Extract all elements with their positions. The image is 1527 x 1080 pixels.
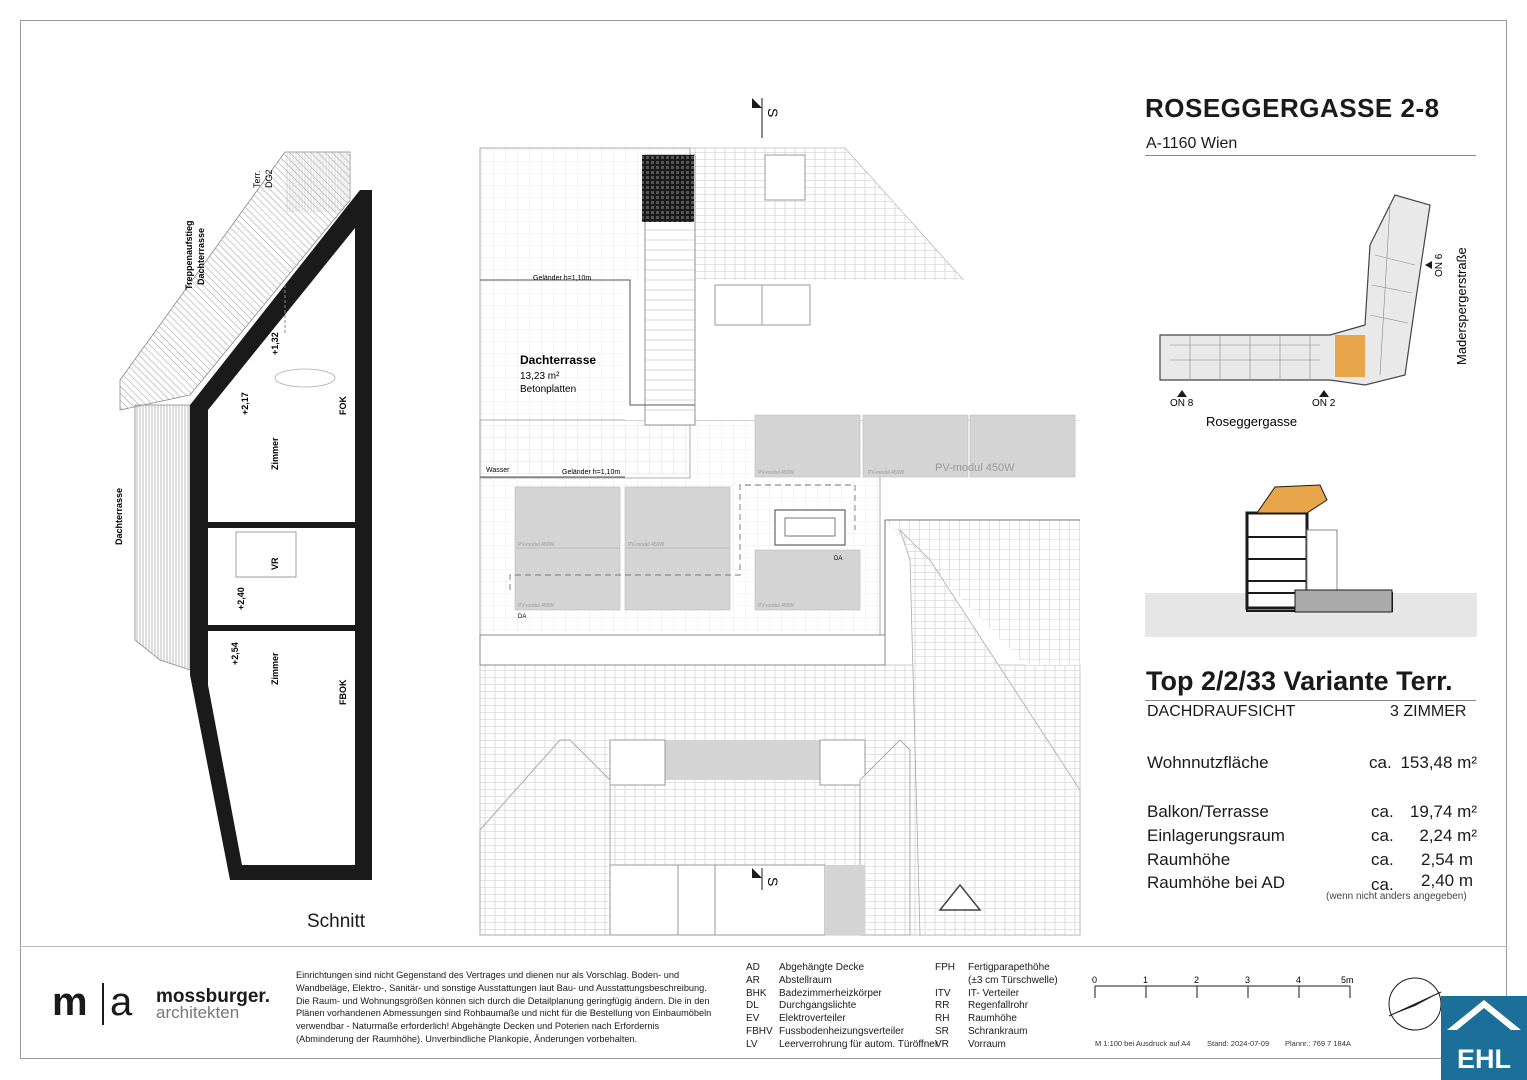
legend-right bbox=[935, 962, 1075, 1054]
da-label-1: DA bbox=[834, 556, 843, 562]
legend-item: DL Durchgangslichte bbox=[746, 1000, 857, 1012]
legend-item: FPH Fertigparapethöhe bbox=[935, 962, 1050, 973]
unit-view: DACHDRAUFSICHT bbox=[1147, 703, 1296, 720]
section-caption: Schnitt bbox=[307, 911, 366, 932]
area-value: 19,74 m² bbox=[1409, 802, 1477, 821]
fbok-label: FBOK bbox=[338, 679, 348, 705]
zimmer-bottom-label: Zimmer bbox=[270, 652, 280, 685]
water-label: Wasser bbox=[486, 467, 510, 474]
pv-small-label-5: PV-modul 450W bbox=[758, 603, 795, 609]
terrace-area: 13,23 m² bbox=[520, 371, 560, 382]
street-bottom: Roseggergasse bbox=[1206, 414, 1298, 429]
legend-item: AD Abgehängte Decke bbox=[746, 962, 865, 973]
pv-small-label-1: PV-modul 450W bbox=[518, 542, 555, 548]
da-label-2: DA bbox=[518, 614, 527, 620]
unit-rooms: 3 ZIMMER bbox=[1390, 703, 1467, 720]
area-value: 2,54 m bbox=[1421, 850, 1473, 869]
architect-sub: architekten bbox=[156, 1003, 240, 1022]
street-right: Maderspergerstraße bbox=[1454, 247, 1469, 365]
legend-item: RR Regenfallrohr bbox=[935, 1000, 1029, 1012]
area-label: Balkon/Terrasse bbox=[1147, 802, 1269, 821]
on6-label: ON 6 bbox=[1434, 253, 1445, 277]
area-label: Einlagerungsraum bbox=[1147, 826, 1285, 845]
disclaimer: Einrichtungen sind nicht Gegenstand des Vertrages und dienen nur als Vorschlag. Boden- und Wandbeläge, Elektro-, Sanitär- und sonstige Ausstattungen laut Bau- und Ausstattungsbeschreibung. Die Raum- und Wohnungsgrößen können sich durch die Detailplanung geringfügig ändern. Die in den Plänen vorhandenen Abmessungen sind Rohbaumaße und nicht für die Bestellung von Einbaumöbeln verwendbar - Naturmaße erforderlich! Abgehängte Decken und Poterien nach Erfordernis (Abminderung der Raumhöhe). Unverbindliche Plankopie, Änderungen vorbehalten. bbox=[296, 970, 712, 1044]
area-ca: ca. bbox=[1371, 850, 1394, 869]
scale-tick: 5m bbox=[1341, 975, 1354, 985]
on2-label: ON 2 bbox=[1312, 398, 1336, 409]
scale-tick: 4 bbox=[1296, 975, 1302, 985]
north-arrow-icon bbox=[1383, 972, 1447, 1036]
zimmer-top-label: Zimmer bbox=[270, 437, 280, 470]
unit-name: Top 2/2/33 Variante Terr. bbox=[1146, 666, 1453, 696]
title-rule bbox=[1145, 155, 1476, 156]
area-row bbox=[1147, 753, 1477, 775]
height-240: +2,40 bbox=[236, 587, 246, 610]
scale-tick: 2 bbox=[1194, 975, 1200, 985]
terrace-name: Dachterrasse bbox=[520, 353, 597, 367]
railing-top-label: Geländer h=1,10m bbox=[533, 275, 592, 282]
legend-item: FBHV Fussbodenheizungsverteiler bbox=[746, 1026, 905, 1037]
project-title: ROSEGGERGASSE 2-8 bbox=[1145, 93, 1440, 123]
terr-label-2: DG2 bbox=[264, 169, 274, 188]
footer-plan-no: Plannr.: 769 7 184A bbox=[1285, 1039, 1351, 1048]
area-label: Raumhöhe bbox=[1147, 850, 1231, 869]
area-row bbox=[1147, 802, 1477, 824]
terr-label-1: Terr. bbox=[252, 170, 262, 188]
legend-item: (±3 cm Türschwelle) bbox=[968, 974, 1058, 986]
area-ca: ca. bbox=[1371, 826, 1394, 845]
key-plan bbox=[1150, 185, 1480, 435]
legend-item: EV Elektroverteiler bbox=[746, 1013, 846, 1025]
scale-tick: 1 bbox=[1143, 975, 1149, 985]
pv-small-label-4: PV-modul 450W bbox=[868, 470, 905, 476]
architect-mark-m: m bbox=[52, 980, 87, 1024]
pv-small-label-3: PV-modul 450W bbox=[758, 470, 795, 476]
area-ca: ca. bbox=[1369, 753, 1392, 772]
vr-label: VR bbox=[270, 557, 280, 570]
unit-rule bbox=[1145, 700, 1476, 701]
legend-item: BHK Badezimmerheizkörper bbox=[746, 987, 882, 999]
legend-item: AR Abstellraum bbox=[746, 974, 832, 986]
stair-label-2: Dachterrasse bbox=[196, 227, 206, 285]
area-note: (wenn nicht anders angegeben) bbox=[1326, 891, 1467, 902]
area-ca: ca. bbox=[1371, 875, 1394, 894]
stair-hatch-dark bbox=[642, 155, 694, 222]
area-label: Wohnnutzfläche bbox=[1147, 753, 1269, 772]
section-marker-bottom: S bbox=[765, 877, 781, 887]
architect-name: mossburger. bbox=[156, 986, 271, 1007]
scale-tick: 3 bbox=[1245, 975, 1251, 985]
on8-label: ON 8 bbox=[1170, 398, 1194, 409]
area-row bbox=[1147, 826, 1477, 848]
footer-rule bbox=[20, 946, 1507, 947]
footer-date: Stand: 2024-07-09 bbox=[1207, 1039, 1270, 1048]
stair-label-1: Treppenaufstieg bbox=[184, 220, 194, 290]
pv-small-label-2: PV-modul 450W bbox=[628, 542, 665, 548]
area-value: 2,40 m bbox=[1421, 871, 1473, 890]
area-row bbox=[1147, 850, 1477, 872]
terrace-hatch bbox=[135, 405, 190, 670]
section-marker-top: S bbox=[765, 108, 781, 118]
legend-item: VR Vorraum bbox=[935, 1038, 1006, 1050]
height-132: +1,32 bbox=[270, 332, 280, 355]
area-value: 153,48 m² bbox=[1400, 753, 1477, 772]
roof-plan bbox=[470, 90, 1090, 940]
legend-left bbox=[746, 962, 939, 1054]
legend-item: LV Leerverrohrung für autom. Türöffner bbox=[746, 1038, 939, 1050]
legend-item: RH Raumhöhe bbox=[935, 1013, 1017, 1025]
terrace-material: Betonplatten bbox=[520, 384, 577, 395]
height-254: +2,54 bbox=[230, 642, 240, 665]
scale-tick: 0 bbox=[1092, 975, 1098, 985]
fok-label: FOK bbox=[338, 396, 348, 415]
pv-small-label-6: PV-modul 450W bbox=[518, 603, 555, 609]
section-thumbnail bbox=[1145, 475, 1477, 637]
area-value: 2,24 m² bbox=[1419, 826, 1477, 845]
pv-large-label: PV-modul 450W bbox=[935, 462, 1015, 474]
legend-item: ITV IT- Verteiler bbox=[935, 987, 1020, 999]
footer-scale: M 1:100 bei Ausdruck auf A4 bbox=[1095, 1039, 1191, 1048]
scale-bar bbox=[1085, 972, 1365, 1008]
architect-mark-divider bbox=[102, 983, 104, 1025]
area-label: Raumhöhe bei AD bbox=[1147, 873, 1285, 892]
project-address: A-1160 Wien bbox=[1146, 135, 1238, 152]
area-ca: ca. bbox=[1371, 802, 1394, 821]
dachterrasse-section-label: Dachterrasse bbox=[114, 487, 124, 545]
legend-item: SR Schrankraum bbox=[935, 1026, 1028, 1037]
ehl-logo-text: EHL bbox=[1457, 1044, 1511, 1074]
key-plan-highlight bbox=[1335, 335, 1365, 377]
architect-mark-a: a bbox=[110, 980, 133, 1024]
height-217: +2,17 bbox=[240, 392, 250, 415]
section-drawing bbox=[100, 140, 390, 900]
railing-bottom-label: Geländer h=1,10m bbox=[562, 469, 621, 476]
